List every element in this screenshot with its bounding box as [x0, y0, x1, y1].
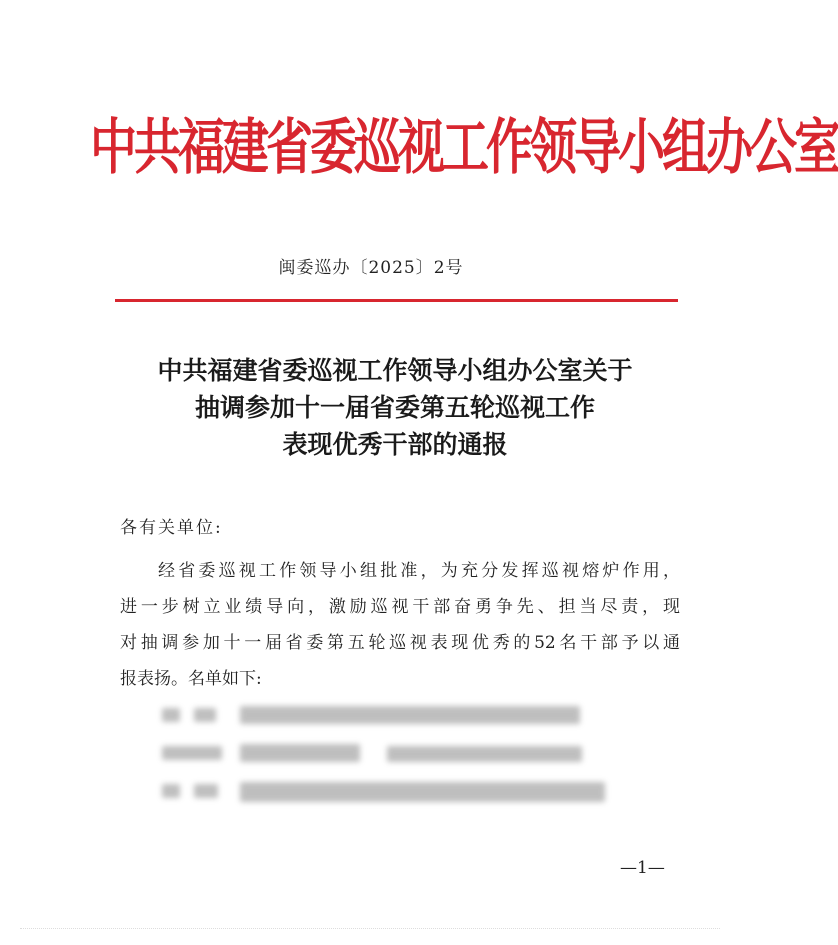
title-line-2: 抽调参加十一届省委第五轮巡视工作 — [194, 393, 595, 422]
redacted-name-row-1 — [162, 704, 592, 726]
document-number: 闽委巡办〔2025〕2号 — [278, 258, 464, 278]
redacted-name-row-3 — [162, 780, 612, 804]
title-line-3: 表现优秀干部的通报 — [282, 430, 508, 459]
red-divider-line — [115, 299, 678, 302]
body-paragraph — [120, 553, 680, 697]
salutation: 各有关单位: — [120, 518, 223, 538]
redacted-name-row-2 — [162, 742, 592, 764]
body-line-4: 报表扬。名单如下: — [120, 669, 262, 689]
document-title — [100, 352, 690, 463]
page-number: —1— — [620, 858, 665, 878]
body-line-3: 对抽调参加十一届省委第五轮巡视表现优秀的52名干部予以通 — [120, 633, 680, 653]
scan-edge-artifact — [20, 928, 720, 930]
issuing-organization-header: 中共福建省委巡视工作领导小组办公室 — [90, 112, 838, 184]
body-line-2: 进一步树立业绩导向，激励巡视干部奋勇争先、担当尽责，现 — [120, 597, 680, 617]
title-line-1: 中共福建省委巡视工作领导小组办公室关于 — [157, 356, 633, 385]
body-line-1: 经省委巡视工作领导小组批准，为充分发挥巡视熔炉作用， — [158, 561, 680, 581]
